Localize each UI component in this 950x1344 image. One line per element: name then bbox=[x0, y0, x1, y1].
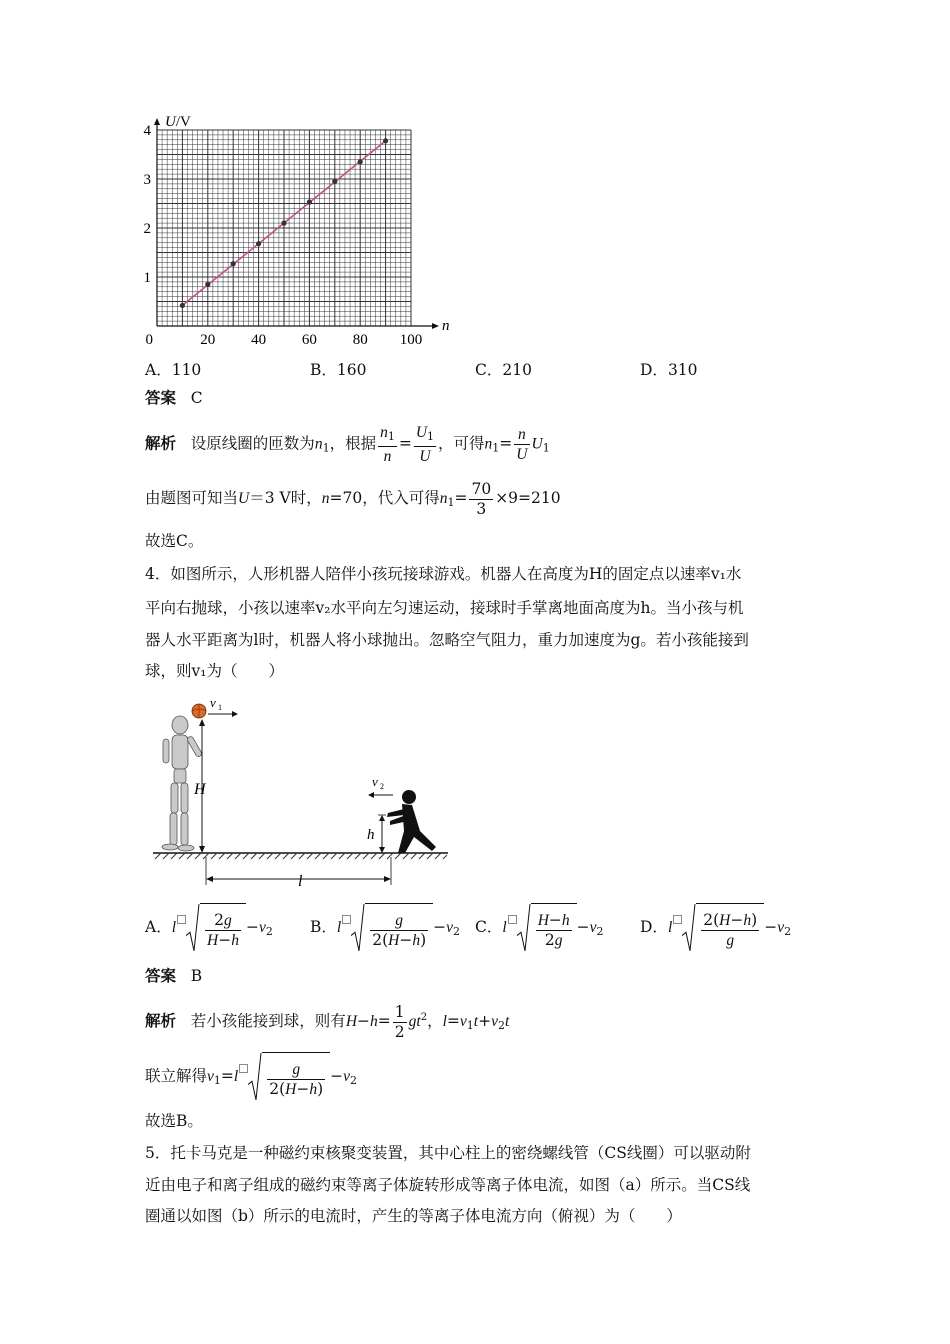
x-tick-label: 40 bbox=[251, 332, 267, 348]
u-n-chart bbox=[135, 108, 455, 353]
x-tick-label: 80 bbox=[352, 332, 368, 348]
q4-stem-line2: 平向右抛球，小孩以速率v₂水平向左匀速运动，接球时手掌离地面高度为h。当小孩与机 bbox=[145, 599, 744, 617]
q5-stem-line1: 5．托卡马克是一种磁约束核聚变装置，其中心柱上的密绕螺线管（CS线圈）可以驱动附 bbox=[145, 1144, 751, 1162]
q4-option-d[interactable]: D．l $\frac{2(H-h)}{g}$ $-v_2$ bbox=[640, 903, 791, 956]
q3-option-a[interactable]: A．110 bbox=[145, 361, 202, 379]
y-axis-label: U/V bbox=[165, 114, 191, 130]
data-point bbox=[307, 199, 312, 204]
y-axis-arrow bbox=[154, 118, 160, 125]
q3-option-b[interactable]: B．160 bbox=[310, 361, 367, 379]
q5-stem-line3: 圈通以如图（b）所示的电流时，产生的等离子体电流方向（俯视）为（ ） bbox=[145, 1207, 682, 1225]
x-tick-label: 20 bbox=[200, 332, 216, 348]
y-tick-label: 1 bbox=[143, 270, 151, 286]
q3-answer: 答案 C bbox=[145, 388, 203, 407]
data-point bbox=[256, 241, 261, 246]
data-point bbox=[332, 179, 337, 184]
q5-stem-line2: 近由电子和离子组成的磁约束等离子体旋转形成等离子体电流，如图（a）所示。当CS线 bbox=[145, 1176, 751, 1194]
q3-option-d[interactable]: D．310 bbox=[640, 361, 698, 379]
child-shape bbox=[387, 790, 436, 853]
q4-answer: 答案 B bbox=[145, 966, 203, 985]
q3-option-c[interactable]: C．210 bbox=[475, 361, 532, 379]
data-point bbox=[231, 261, 236, 266]
y-tick-label: 4 bbox=[143, 123, 151, 139]
q3-analysis-line2: 由题图可知当U＝3 V时，n=70，代入可得$n_1=$ $\frac{70}{3}$ ×9=210 bbox=[145, 479, 561, 518]
q3-analysis-line1: 解析 设原线圈的匝数为$n_1$，根据 $\frac{n_1}{n}$ = $\frac{U_1}{U}$ ，可得$n_1=$ $\frac{n}{U}$ $U_1$ bbox=[145, 424, 550, 465]
x-axis-arrow bbox=[432, 323, 439, 329]
q4-stem-line1: 4．如图所示，人形机器人陪伴小孩玩接球游戏。机器人在高度为H的固定点以速率v₁水 bbox=[145, 565, 742, 583]
data-point bbox=[383, 138, 388, 143]
x-tick-label: 100 bbox=[399, 332, 423, 348]
x-tick-label: 0 bbox=[145, 332, 153, 348]
label-H: H bbox=[194, 781, 206, 798]
q4-stem-line3: 器人水平距离为l时，机器人将小球抛出。忽略空气阻力，重力加速度为g。若小孩能接到 bbox=[145, 631, 749, 649]
q4-conclusion: 故选B。 bbox=[145, 1112, 203, 1130]
ground-hatch bbox=[155, 853, 447, 859]
data-point bbox=[281, 221, 286, 226]
label-h: h bbox=[367, 827, 375, 843]
svg-text:1: 1 bbox=[218, 703, 222, 712]
q4-analysis-line2: 联立解得$v_1=l$ $\frac{g}{2(H-h)}$ $-v_2$ bbox=[145, 1052, 357, 1105]
x-tick-label: 60 bbox=[301, 332, 317, 348]
q4-analysis-line1: 解析 若小孩能接到球，则有H−h= $\frac{1}{2}$ $gt^2$，$l=v_1t+v_2t$ bbox=[145, 1002, 510, 1041]
q3-conclusion: 故选C。 bbox=[145, 532, 204, 550]
y-tick-label: 2 bbox=[143, 221, 151, 237]
x-axis-label: n bbox=[442, 318, 450, 334]
y-tick-label: 3 bbox=[143, 172, 151, 188]
data-point bbox=[180, 303, 185, 308]
data-point bbox=[358, 159, 363, 164]
label-v2: v bbox=[372, 774, 378, 789]
q4-option-b[interactable]: B．l $\frac{g}{2(H-h)}$ $-v_2$ bbox=[310, 903, 460, 956]
q4-option-a[interactable]: A．l $\frac{2g}{H-h}$ $-v_2$ bbox=[145, 903, 273, 956]
svg-text:2: 2 bbox=[380, 782, 384, 791]
chart-tick-labels bbox=[144, 114, 450, 348]
q4-stem-line4: 球，则v₁为（ ） bbox=[145, 662, 284, 680]
q4-option-c[interactable]: C．l $\frac{H-h}{2g}$ $-v_2$ bbox=[475, 903, 604, 956]
robot-child-figure bbox=[150, 695, 450, 895]
chart-grid bbox=[157, 130, 411, 326]
label-l: l bbox=[298, 873, 303, 890]
data-point bbox=[205, 282, 210, 287]
label-v1: v bbox=[210, 695, 216, 710]
